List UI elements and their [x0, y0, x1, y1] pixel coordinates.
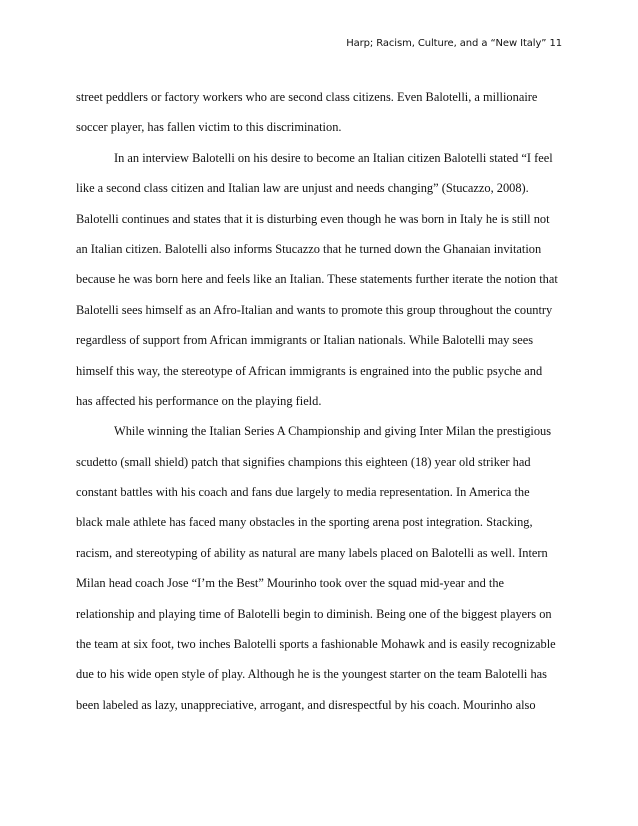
- text-line: black male athlete has faced many obstacles in the sporting arena post integration. Stacking,: [76, 515, 533, 530]
- body-text: [76, 82, 562, 720]
- text-line: relationship and playing time of Balotelli begin to diminish. Being one of the biggest players on: [76, 606, 552, 621]
- text-line: constant battles with his coach and fans due largely to media representation. In America the: [76, 485, 530, 500]
- text-line: been labeled as lazy, unappreciative, arrogant, and disrespectful by his coach. Mourinho also: [76, 697, 536, 712]
- text-line: soccer player, has fallen victim to this discrimination.: [76, 120, 342, 135]
- text-line: racism, and stereotyping of ability as natural are many labels placed on Balotelli as well. Intern: [76, 545, 548, 560]
- running-head: Harp; Racism, Culture, and a “New Italy” 11: [346, 38, 562, 49]
- paragraph-start-line: While winning the Italian Series A Championship and giving Inter Milan the prestigious: [114, 424, 552, 439]
- text-line: regardless of support from African immigrants or Italian nationals. While Balotelli may sees: [76, 333, 534, 348]
- text-line: an Italian citizen. Balotelli also informs Stucazzo that he turned down the Ghanaian invitation: [76, 241, 542, 256]
- text-line: has affected his performance on the playing field.: [76, 393, 322, 408]
- text-line: Milan head coach Jose “I’m the Best” Mourinho took over the squad mid-year and the: [76, 576, 505, 591]
- paragraph-start-line: In an interview Balotelli on his desire to become an Italian citizen Balotelli stated “I feel: [114, 150, 553, 165]
- text-line: Balotelli sees himself as an Afro-Italian and wants to promote this group throughout the country: [76, 302, 553, 317]
- text-line: the team at six foot, two inches Balotelli sports a fashionable Mohawk and is easily recognizable: [76, 637, 556, 652]
- text-line: due to his wide open style of play. Although he is the youngest starter on the team Balotelli has: [76, 667, 547, 682]
- text-line: himself this way, the stereotype of African immigrants is engrained into the public psyche and: [76, 363, 543, 378]
- text-line: scudetto (small shield) patch that signifies champions this eighteen (18) year old striker had: [76, 454, 531, 469]
- text-line: like a second class citizen and Italian law are unjust and needs changing” (Stucazzo, 2008).: [76, 181, 529, 196]
- text-line: because he was born here and feels like an Italian. These statements further iterate the notion that: [76, 272, 558, 287]
- text-line: street peddlers or factory workers who are second class citizens. Even Balotelli, a millionaire: [76, 90, 538, 104]
- text-line: Balotelli continues and states that it is disturbing even though he was born in Italy he is still not: [76, 211, 550, 226]
